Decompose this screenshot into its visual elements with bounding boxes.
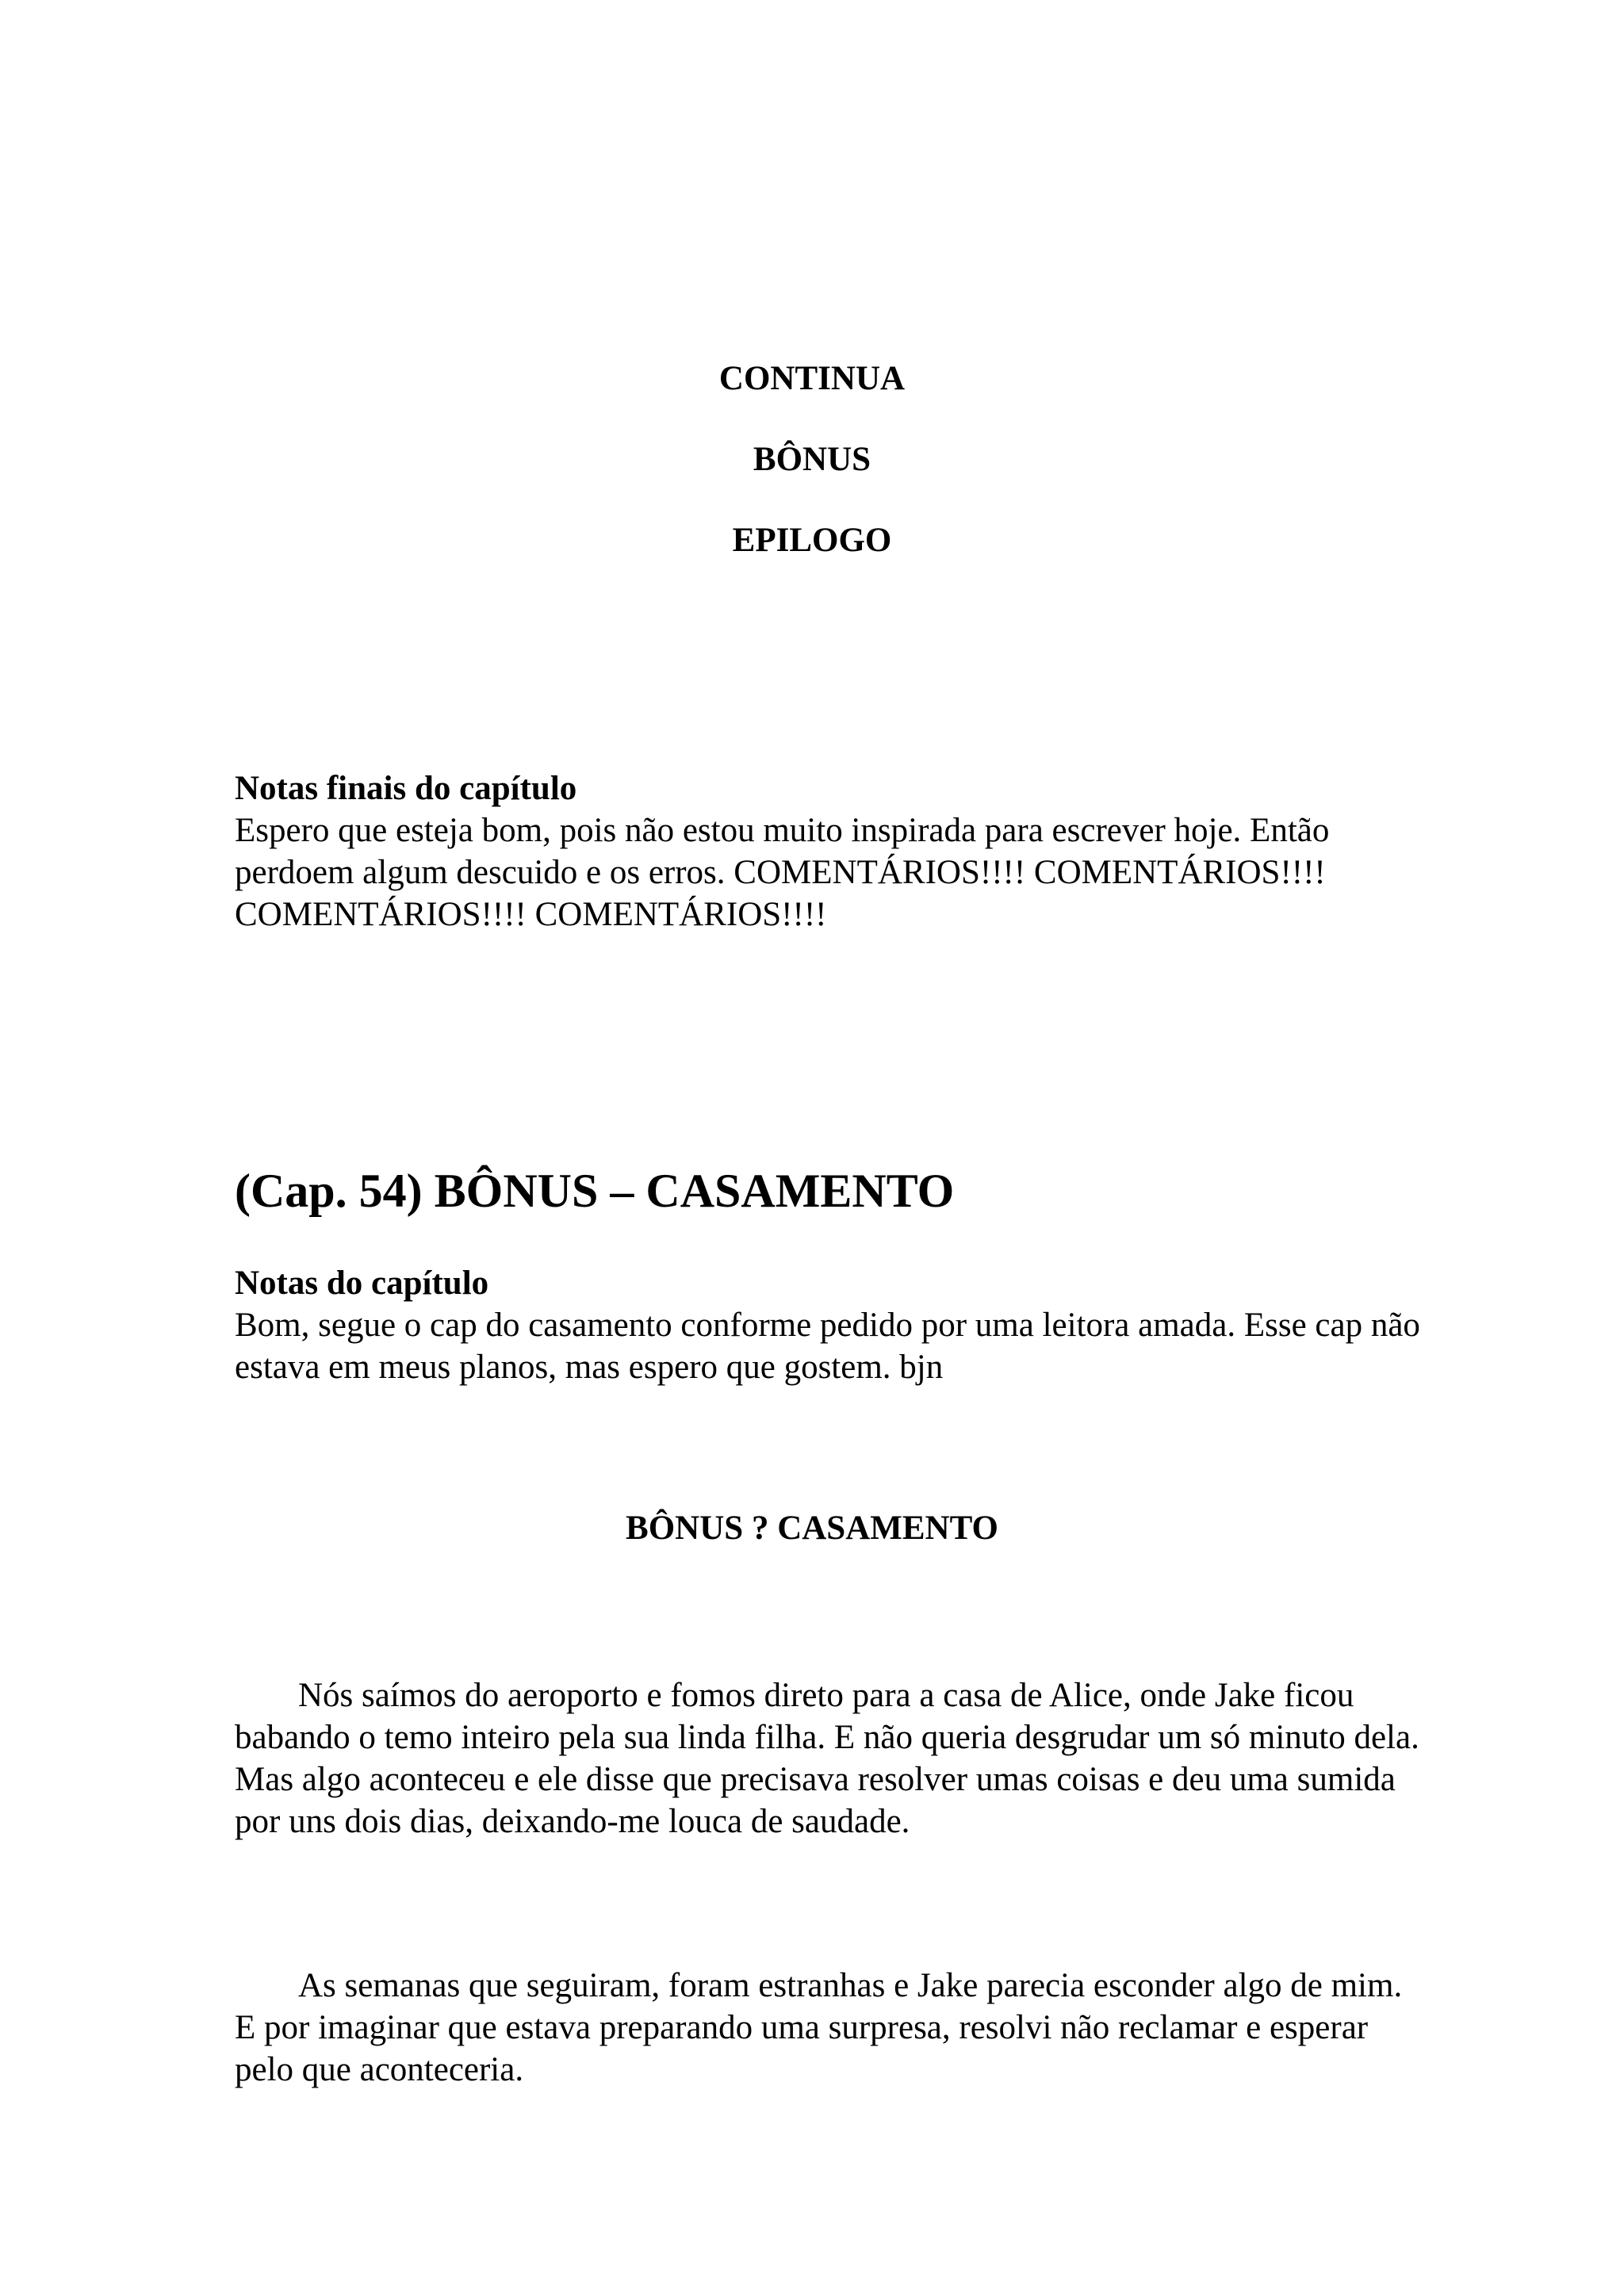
chapter-notes-text: Bom, segue o cap do casamento conforme pedido por uma leitora amada. Esse cap não estava em meus planos, mas espero que gostem. bjn <box>235 1307 1420 1386</box>
heading-continua: CONTINUA <box>718 360 906 397</box>
chapter-subtitle: BÔNUS ? CASAMENTO <box>626 1510 998 1547</box>
end-notes-section <box>235 767 1424 936</box>
chapter-notes-section <box>235 1262 1424 1388</box>
story-paragraph: As semanas que seguiram, foram estranhas e Jake parecia esconder algo de mim. E por imaginar que estava preparando uma surpresa, resolvi não reclamar e esperar pelo que aconteceria. <box>235 1967 1403 2088</box>
end-notes-label: Notas finais do capítulo <box>235 770 577 807</box>
chapter-notes-label: Notas do capítulo <box>235 1265 489 1302</box>
heading-bonus: BÔNUS <box>753 441 871 478</box>
chapter-title: (Cap. 54) BÔNUS – CASAMENTO <box>235 1165 955 1217</box>
end-notes-text: Espero que esteja bom, pois não estou muito inspirada para escrever hoje. Então perdoem algum descuido e os erros. COMENTÁRIOS!!!! COMENTÁRIOS!!!! COMENTÁRIOS!!!! COMENTÁRIOS!!!! <box>235 812 1330 933</box>
story-paragraph: Nós saímos do aeroporto e fomos direto para a casa de Alice, onde Jake ficou babando o temo inteiro pela sua linda filha. E não queria desgrudar um só minuto dela. Mas algo aconteceu e ele disse que precisava resolver umas coisas e deu uma sumida por uns dois dias, deixando-me louca de saudade. <box>235 1677 1419 1840</box>
heading-epilogo: EPILOGO <box>732 522 892 559</box>
